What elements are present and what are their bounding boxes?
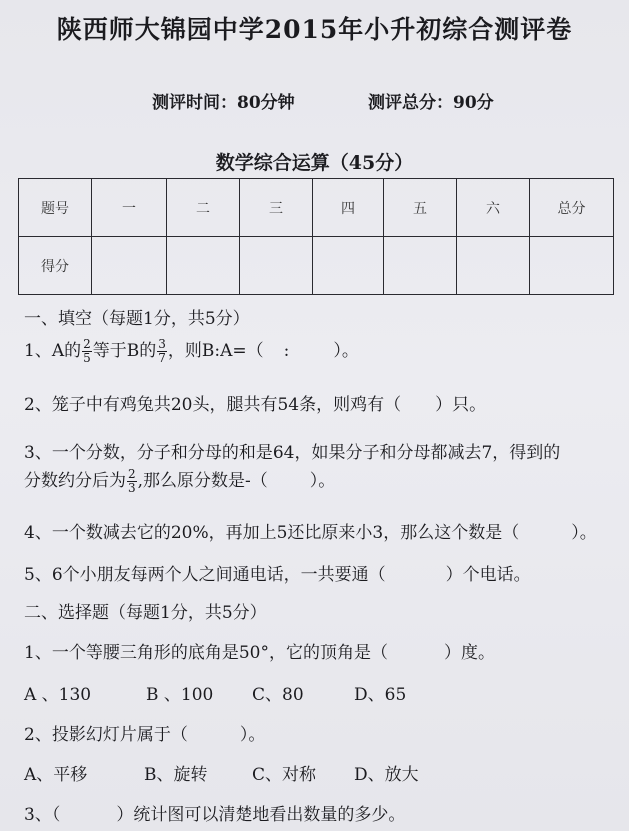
part1-heading: 一、填空（每题1分，共5分）	[24, 309, 250, 329]
question-1-5: 5、6个小朋友每两个人之间通电话，一共要通（ ）个电话。	[24, 565, 531, 585]
question-1-2: 2、笼子中有鸡兔共20头，腿共有54条，则鸡有（ ）只。	[24, 395, 487, 415]
score-table-header-row	[19, 179, 614, 237]
option-a[interactable]: A、平移	[24, 765, 88, 785]
score-table-col-5: 五	[384, 179, 457, 237]
question-1-3-line2: 分数约分后为 $\frac{2}{3}$ ,那么原分数是-（ ）。	[24, 467, 336, 495]
exam-total-score: 测评总分：90分	[368, 93, 494, 113]
score-table-col-total: 总分	[530, 179, 614, 237]
option-a[interactable]: A 、130	[24, 685, 92, 705]
exam-time: 测评时间：80分钟	[152, 93, 295, 113]
score-cell[interactable]	[92, 237, 167, 295]
option-b[interactable]: B、旋转	[144, 765, 208, 785]
score-table-col-6: 六	[457, 179, 530, 237]
option-b[interactable]: B 、100	[146, 685, 214, 705]
score-table-header-label: 题号	[19, 179, 92, 237]
part2-heading: 二、选择题（每题1分，共5分）	[24, 603, 267, 623]
score-cell[interactable]	[457, 237, 530, 295]
score-cell[interactable]	[313, 237, 384, 295]
score-cell[interactable]	[167, 237, 240, 295]
score-table-col-1: 一	[92, 179, 167, 237]
fraction: $\frac{2}{5}$	[83, 337, 91, 365]
score-table-col-4: 四	[313, 179, 384, 237]
option-d[interactable]: D、放大	[354, 765, 419, 785]
question-2-2: 2、投影幻灯片属于（ ）。	[24, 725, 266, 745]
score-cell[interactable]	[240, 237, 313, 295]
score-table	[18, 178, 614, 295]
section-title: 数学综合运算（45分）	[215, 152, 414, 174]
score-cell[interactable]	[530, 237, 614, 295]
question-1-4: 4、一个数减去它的20%，再加上5还比原来小3，那么这个数是（ ）。	[24, 523, 597, 543]
fraction: $\frac{3}{7}$	[158, 337, 166, 365]
score-cell[interactable]	[384, 237, 457, 295]
fraction: $\frac{2}{3}$	[128, 467, 136, 495]
score-table-col-2: 二	[167, 179, 240, 237]
question-1-3-line1: 3、一个分数，分子和分母的和是64，如果分子和分母都减去7，得到的	[24, 443, 561, 463]
option-c[interactable]: C、对称	[252, 765, 317, 785]
question-1-1: 1、A的 $\frac{2}{5}$ 等于B的 $\frac{3}{7}$ ，则B:A=（ : ）。	[24, 337, 359, 365]
score-table-score-row	[19, 237, 614, 295]
exam-title: 陕西师大锦园中学2015年小升初综合测评卷	[56, 15, 573, 44]
score-table-score-label: 得分	[19, 237, 92, 295]
option-c[interactable]: C、80	[252, 685, 304, 705]
option-d[interactable]: D、65	[354, 685, 407, 705]
question-2-1: 1、一个等腰三角形的底角是50°，它的顶角是（ ）度。	[24, 643, 495, 663]
question-2-3: 3、（ ）统计图可以清楚地看出数量的多少。	[24, 805, 406, 825]
score-table-col-3: 三	[240, 179, 313, 237]
